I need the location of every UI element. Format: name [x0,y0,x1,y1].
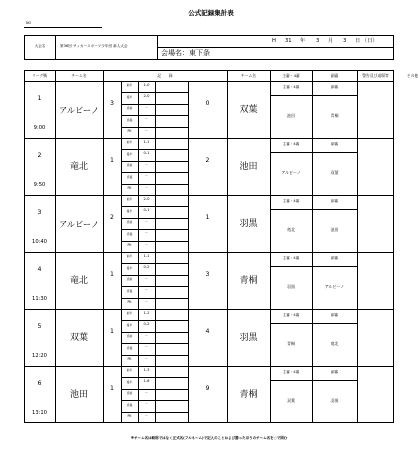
pk-label: PK [127,299,132,304]
team-b-name: 池田 [239,162,258,172]
sub-referee-label: 副審 [330,142,339,146]
half-score: 0-1 [143,208,150,213]
team-b-name: 青桐 [239,276,258,286]
half-label: 前半 [126,254,133,259]
pk-label: PK [127,356,132,361]
score-a: 1 [110,385,114,392]
score-a: 1 [110,271,114,278]
col-record: 記 録 [157,73,173,78]
record-subrow-line [121,218,188,219]
half-label: 前半 [126,368,133,373]
referee-divider [270,152,357,153]
main-referee-name: 青桐 [287,341,295,346]
half-score: － [144,231,149,236]
main-referee-label: 主審・4審 [282,199,300,203]
match-number: 4 [37,266,42,273]
score-a: 1 [110,157,114,164]
referee-divider [270,266,357,267]
match-row-line [24,138,394,139]
pk-label: PK [127,185,132,190]
match-number: 5 [37,323,42,330]
date-day: 3 [343,38,347,44]
record-subrow-line [121,298,188,299]
record-subrow-line [121,206,188,207]
half-label: 後半 [126,151,133,156]
referee-divider [270,380,357,381]
record-subrow-line [121,229,188,230]
table-col-line [227,70,228,423]
header-divider-h [157,47,394,48]
score-b: 9 [205,385,210,392]
sub-referee-name: 双葉 [330,170,339,175]
half-score: 0-1 [143,151,150,156]
team-b-name: 羽黒 [239,333,258,343]
pk-score: － [144,299,149,304]
match-number: 2 [37,152,42,159]
half-label: 延後 [126,117,133,122]
half-label: 前半 [126,140,133,145]
col-main-referee: 主審・4審 [282,73,300,78]
half-score: － [144,219,149,224]
table-col-line [55,70,56,423]
half-label: 前半 [126,311,133,316]
main-referee-label: 主審・4審 [282,370,300,374]
score-a: 2 [110,214,114,221]
sub-referee-label: 副審 [330,199,339,203]
footer-note: ※チーム名は略称ではなく正式名(フルネーム)で記入のことおよび勝ったほうのチーム名を○で囲む [130,436,288,440]
half-label: 延後 [126,231,133,236]
half-score: － [144,117,149,122]
match-row-line [24,309,394,310]
record-subrow-line [121,286,188,287]
sub-referee-name: アルビーノ [324,284,345,289]
team-a-name: アルビーノ [58,219,100,229]
sub-referee-label: 副審 [330,313,339,317]
half-label: 延前 [126,163,133,168]
main-referee-label: 主審・4審 [282,85,300,89]
col-league: リーグ戦 [31,73,48,78]
half-score: 2-0 [143,197,150,201]
half-score: 0-2 [143,265,150,270]
venue-name: 会場名：東下条 [161,49,210,57]
tournament-label: 大会名 [34,44,46,48]
no-underline [24,27,102,28]
half-score: 1-1 [143,140,150,144]
team-a-name: 池田 [69,390,88,400]
referee-divider [270,209,357,210]
half-label: 延前 [126,220,133,225]
kickoff-time: 12:20 [32,353,47,359]
score-a: 3 [110,100,114,107]
kickoff-time: 9:50 [33,182,46,188]
record-subrow-line [121,161,188,162]
pk-label: PK [127,413,132,418]
half-score: － [144,276,149,281]
half-score: 1-1 [143,254,150,258]
record-subrow-line [121,400,188,401]
referee-divider [270,95,357,96]
col-warnings: 警告及び退場等 [362,73,389,78]
col-other: その他 [406,73,418,78]
score-b: 2 [205,157,210,164]
half-label: 延前 [126,391,133,396]
main-referee-label: 主審・4審 [282,313,300,317]
main-referee-name: 双葉 [287,398,295,403]
half-label: 延後 [126,174,133,179]
half-label: 前半 [126,83,133,88]
record-subrow-line [121,172,188,173]
team-a-name: 竜北 [69,276,88,286]
team-a-name: 竜北 [69,162,88,172]
team-b-name: 羽黒 [239,219,258,229]
half-label: 延後 [126,345,133,350]
date-day-unit: 日 [355,38,361,44]
match-row-line [24,366,394,367]
kickoff-time: 10:40 [32,239,47,245]
match-number: 6 [37,380,42,387]
date-month: 3 [316,38,320,44]
half-score: 1-6 [143,379,150,384]
sub-referee-name: 竜北 [330,341,339,346]
score-b: 4 [205,328,210,335]
match-row-line [24,252,394,253]
half-score: 1-3 [143,368,150,372]
team-a-name: アルビーノ [58,105,100,115]
date-year: 31 [285,38,292,44]
tournament-name: 第36回 サッカースポーツ少年団 新人大会 [60,44,128,48]
team-b-name: 双葉 [239,105,258,115]
main-referee-name: アルビーノ [281,170,301,175]
record-subrow-line [121,343,188,344]
half-score: － [144,288,149,293]
half-score: － [144,174,149,179]
table-col-line [103,70,104,423]
sub-referee-label: 副審 [330,256,339,260]
col-team-a: チーム名 [71,73,87,78]
pk-label: PK [127,242,132,247]
pk-score: － [144,128,149,133]
main-referee-label: 主審・4審 [282,142,300,146]
half-score: － [144,333,149,338]
table-col-line [357,70,358,423]
col-team-b: チーム名 [240,73,257,78]
main-referee-name: 竜北 [287,227,295,232]
record-subrow-line [121,412,188,413]
record-subrow-line [121,320,188,321]
sub-referee-label: 副審 [330,370,339,374]
main-referee-name: 池田 [287,113,295,118]
sub-referee-name: 池田 [330,227,339,232]
sub-referee-label: 副審 [330,85,339,89]
record-subrow-line [121,389,188,390]
team-b-name: 青桐 [239,390,258,400]
half-score: 0-2 [143,322,150,327]
sub-referee-name: 羽黒 [330,398,339,403]
record-subrow-line [121,332,188,333]
record-subrow-line [121,184,188,185]
half-score: － [144,345,149,350]
record-subrow-line [121,355,188,356]
sub-referee-name: 青桐 [330,113,339,118]
date-month-unit: 月 [328,38,334,44]
record-subrow-line [121,104,188,105]
header-divider-v [55,35,56,60]
score-b: 1 [205,214,210,221]
half-score: － [144,402,149,407]
record-subrow-line [121,241,188,242]
date-weekday: （日） [362,38,378,44]
main-referee-name: 羽黒 [287,284,295,289]
record-subrow-line [121,275,188,276]
table-header-line [24,81,394,82]
date-era: H [272,38,276,44]
half-score: － [144,105,149,110]
match-number: 3 [37,209,42,216]
pk-score: － [144,185,149,190]
pk-score: － [144,356,149,361]
pk-score: － [144,413,149,418]
record-subrow-line [121,377,188,378]
half-score: － [144,390,149,395]
half-score: 1-2 [143,311,150,315]
kickoff-time: 13:10 [32,410,47,416]
kickoff-time: 11:30 [32,296,47,302]
kickoff-time: 9:00 [33,125,46,131]
half-score: 2-0 [143,94,150,99]
half-label: 延前 [126,334,133,339]
record-subrow-line [121,127,188,128]
pk-score: － [144,242,149,247]
half-label: 延後 [126,288,133,293]
half-label: 延後 [126,402,133,407]
pk-label: PK [127,128,132,133]
half-label: 延前 [126,106,133,111]
referee-divider [270,323,357,324]
half-score: 1-0 [143,83,150,87]
no-label: NO [26,21,32,25]
half-label: 後半 [126,322,133,327]
col-sub-referee: 副審 [330,73,339,78]
page-title: 公式記録集計表 [188,9,234,17]
match-number: 1 [37,95,42,102]
header-divider-v2 [157,35,158,60]
half-label: 後半 [126,94,133,99]
record-subrow-line [121,263,188,264]
record-subrow-line [121,115,188,116]
date-year-unit: 年 [300,38,306,44]
main-referee-label: 主審・4審 [282,256,300,260]
half-label: 延前 [126,277,133,282]
half-label: 後半 [126,265,133,270]
record-subrow-line [121,149,188,150]
score-b: 0 [205,100,210,107]
record-subrow-line [121,92,188,93]
match-row-line [24,195,394,196]
team-a-name: 双葉 [69,333,88,343]
half-label: 前半 [126,197,133,202]
half-score: － [144,162,149,167]
half-label: 後半 [126,208,133,213]
score-a: 1 [110,328,114,335]
half-label: 後半 [126,379,133,384]
score-b: 3 [205,271,210,278]
